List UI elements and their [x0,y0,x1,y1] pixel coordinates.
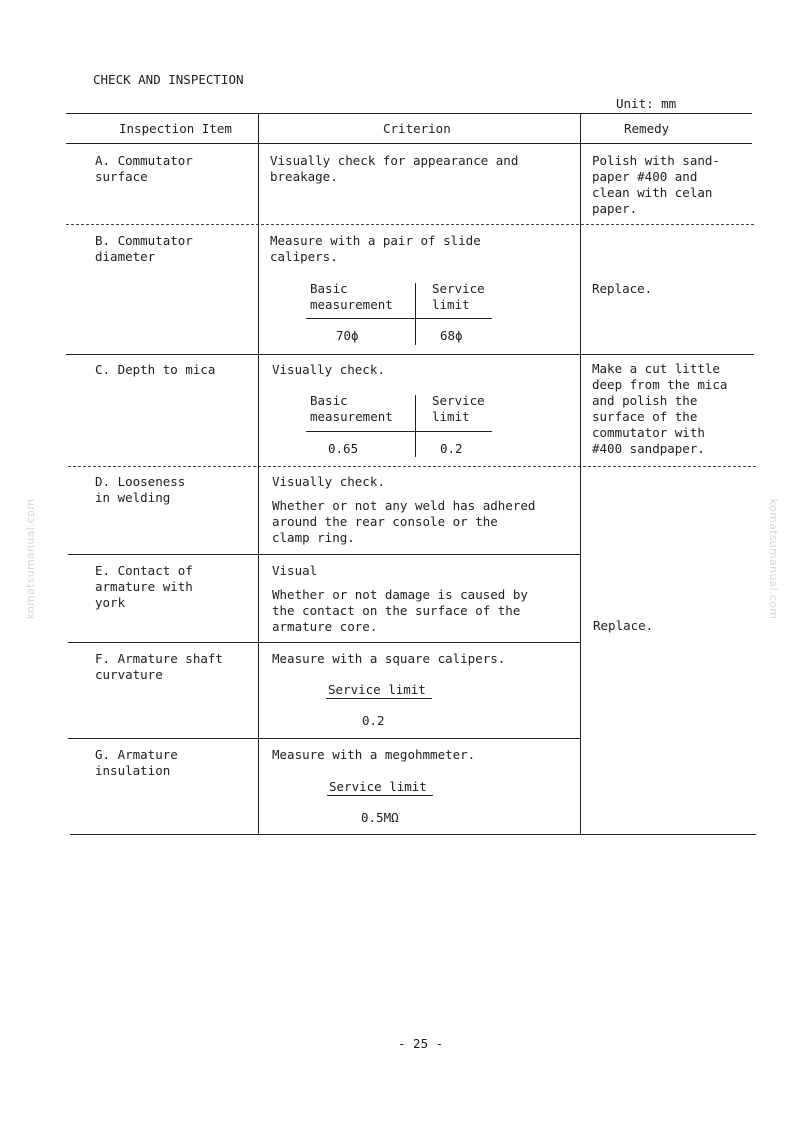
row-c-criterion: Visually check. [272,362,385,377]
row-d-item: D. Looseness in welding [95,474,186,505]
watermark-right: komatsumanual.com [767,498,781,620]
row-c-basic-value: 0.65 [328,441,359,456]
row-c-bottom-rule [68,466,756,467]
row-c-limit-value: 0.2 [440,441,463,456]
row-a-bottom-rule [66,224,754,225]
header-inspection-item: Inspection Item [119,121,232,136]
row-e-bottom-rule [68,642,581,643]
row-c-remedy: Make a cut little deep from the mica and polish the surface of the commutator with #400 sandpaper. [592,361,728,456]
page-number: - 25 - [398,1036,444,1051]
table-top-rule [66,113,752,114]
row-d-criterion: Visually check. [272,474,385,489]
header-bottom-rule [66,143,752,144]
header-criterion: Criterion [383,121,451,136]
row-f-limit-label: Service limit [328,682,426,697]
row-a-criterion: Visually check for appearance and breakage. [270,153,519,184]
header-remedy: Remedy [624,121,670,136]
row-e-item: E. Contact of armature with york [95,563,193,610]
criterion-remedy-divider [580,113,581,834]
page-title: CHECK AND INSPECTION [93,72,244,87]
row-e-criterion: Visual [272,563,318,578]
row-c-item: C. Depth to mica [95,362,216,377]
row-a-item: A. Commutator surface [95,153,193,184]
row-b-basic-value: 70ϕ [336,328,359,343]
watermark-left: komatsumanual.com [24,498,38,620]
table-bottom-rule [70,834,756,835]
row-f-item: F. Armature shaft curvature [95,651,223,682]
row-g-limit-label: Service limit [329,779,427,794]
row-b-sub-divider [415,283,416,345]
row-g-limit-value: 0.5MΩ [361,810,399,825]
row-d-criterion-detail: Whether or not any weld has adhered around the rear console or the clamp ring. [272,498,536,545]
row-b-item: B. Commutator diameter [95,233,193,264]
row-c-sub-rule [306,431,492,432]
row-g-criterion: Measure with a megohmmeter. [272,747,476,762]
row-g-item: G. Armature insulation [95,747,178,778]
row-f-limit-value: 0.2 [362,713,385,728]
row-b-basic-label: Basic measurement [310,281,393,312]
row-f-bottom-rule [68,738,581,739]
row-b-limit-value: 68ϕ [440,328,463,343]
row-g-limit-rule [327,795,433,796]
row-b-remedy: Replace. [592,281,653,296]
row-b-sub-rule [306,318,492,319]
row-c-sub-divider [415,395,416,457]
row-d-bottom-rule [68,554,581,555]
row-f-criterion: Measure with a square calipers. [272,651,506,666]
row-b-limit-label: Service limit [432,281,485,312]
row-e-criterion-detail: Whether or not damage is caused by the contact on the surface of the armature core. [272,587,528,634]
row-b-bottom-rule [66,354,754,355]
row-c-basic-label: Basic measurement [310,393,393,424]
row-b-criterion: Measure with a pair of slide calipers. [270,233,481,264]
row-a-remedy: Polish with sand- paper #400 and clean with celan paper. [592,153,720,216]
rows-d-g-remedy: Replace. [593,618,654,633]
row-f-limit-rule [326,698,432,699]
item-criterion-divider [258,113,259,834]
row-c-limit-label: Service limit [432,393,485,424]
unit-label: Unit: mm [616,96,677,111]
